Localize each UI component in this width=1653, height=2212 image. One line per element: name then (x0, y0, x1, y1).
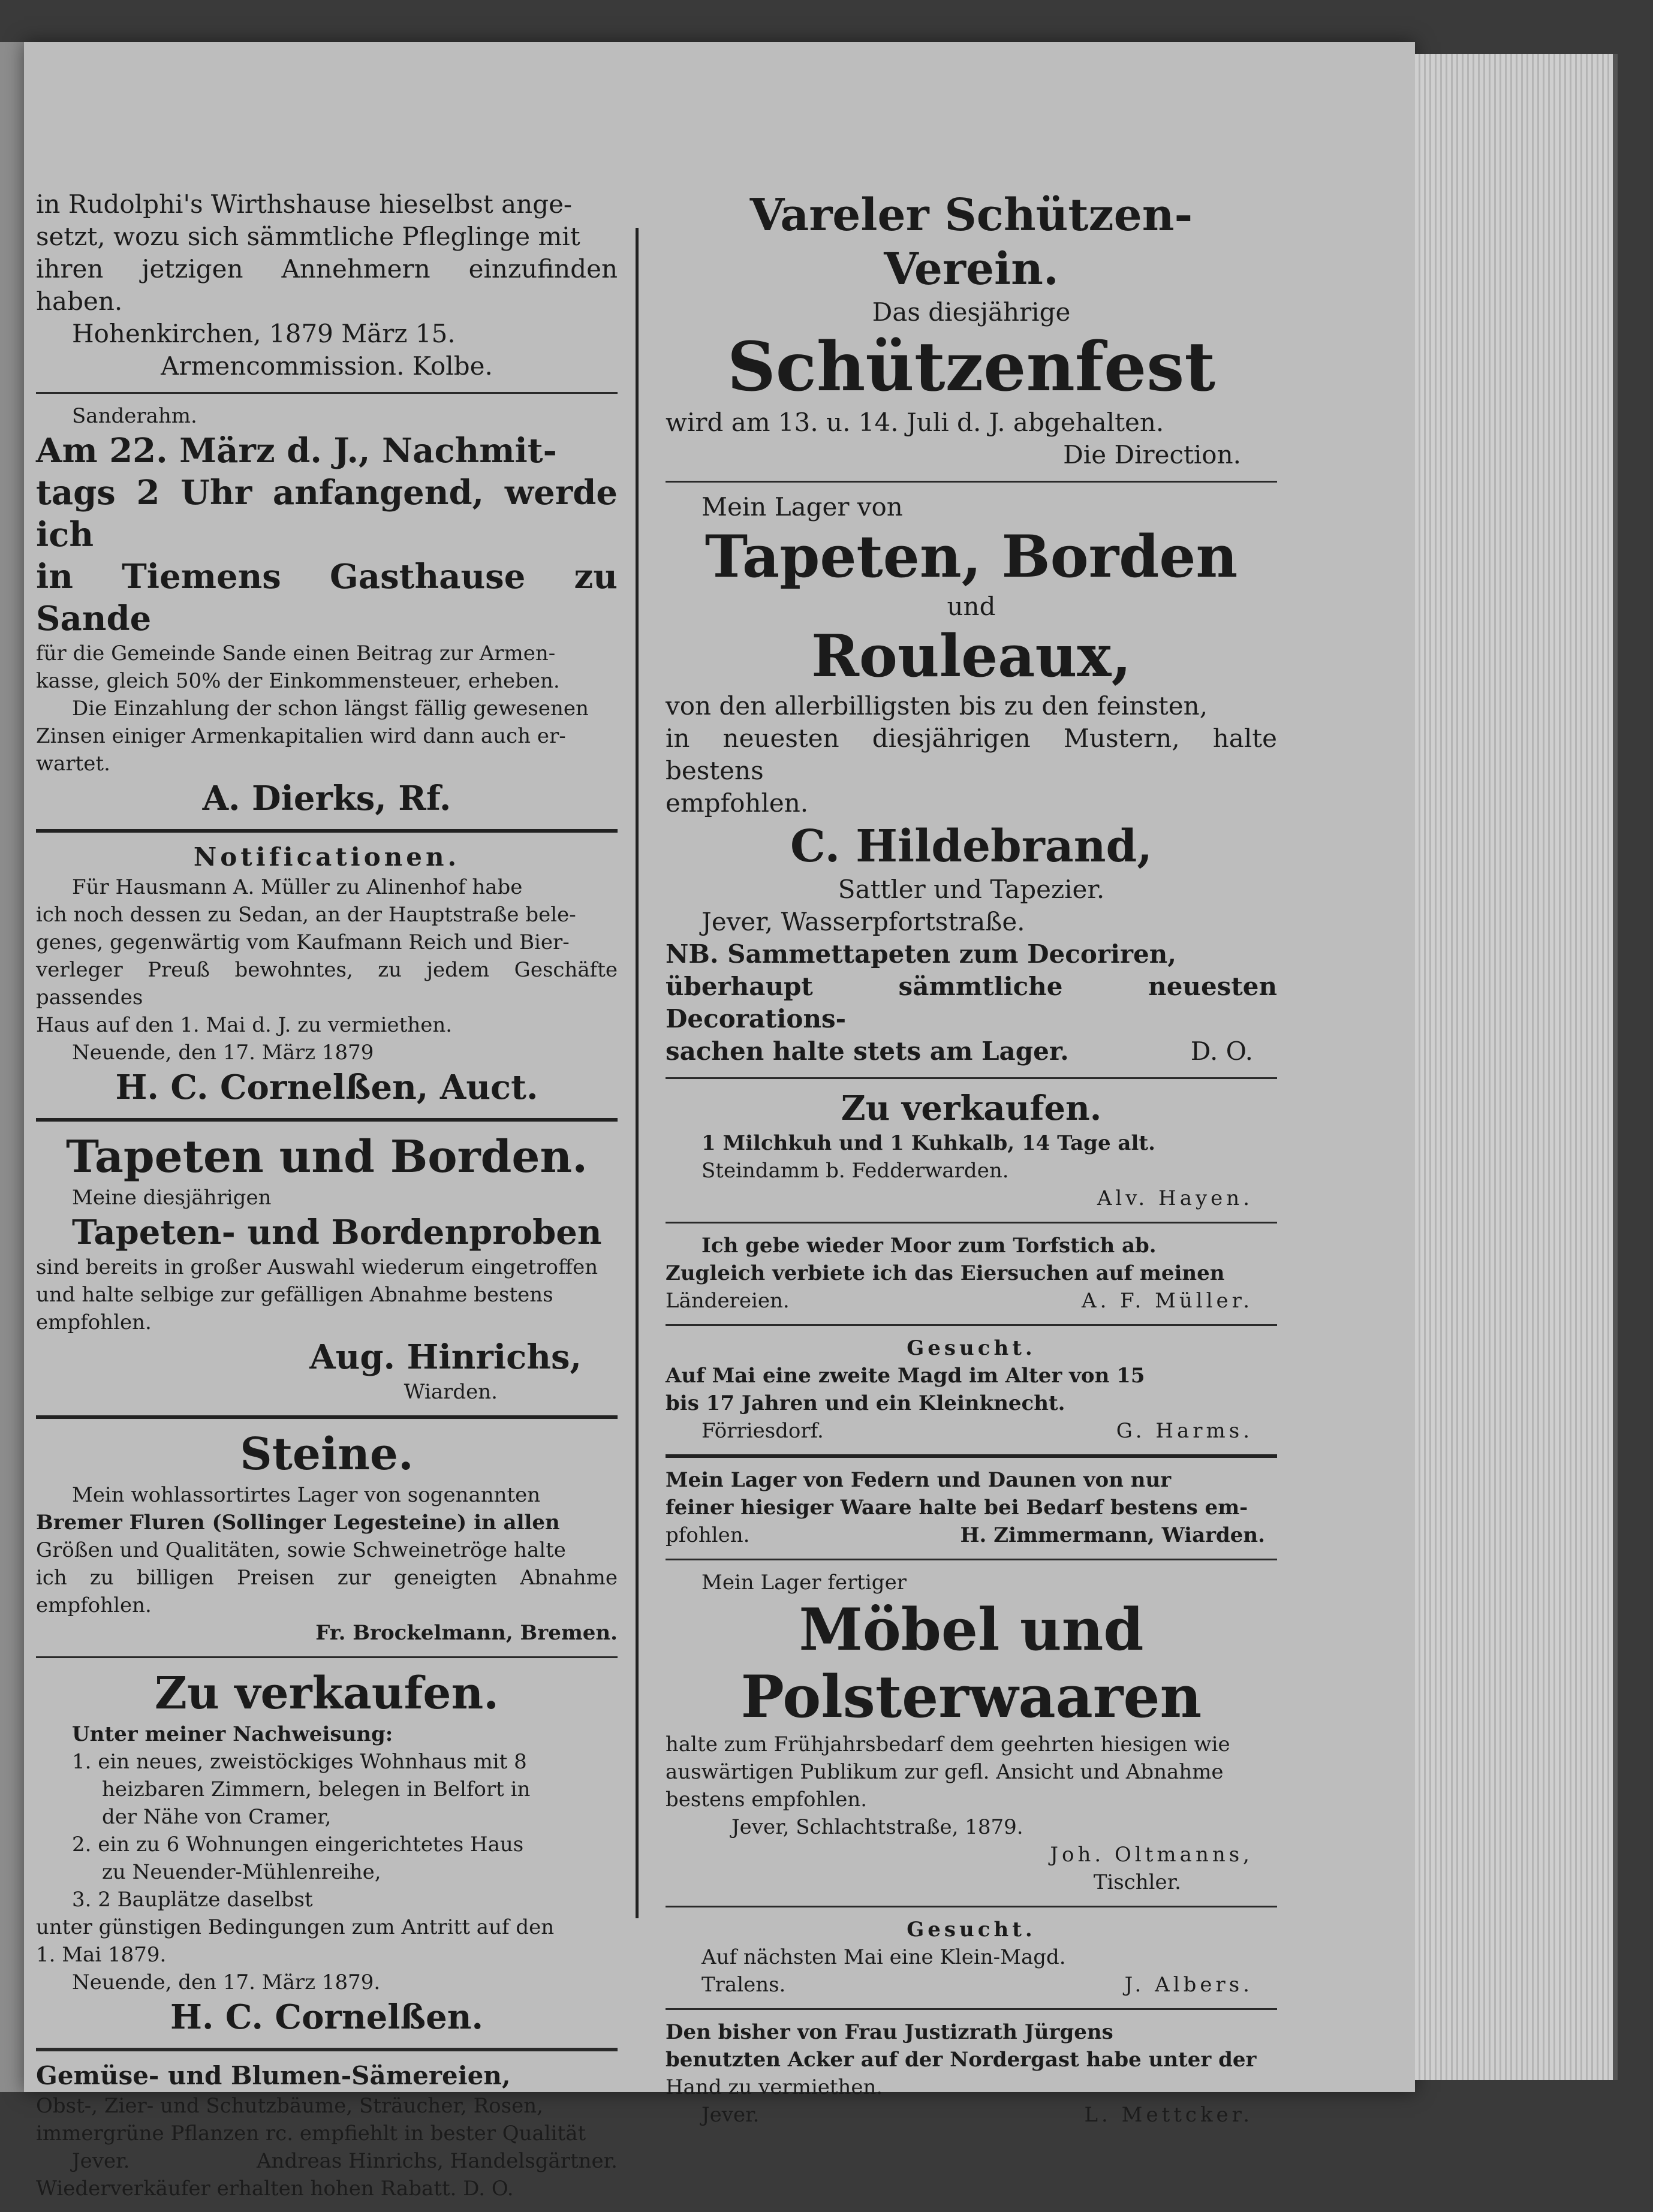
ad-pfleglinge (36, 180, 618, 394)
ad-milchkuh (666, 1079, 1277, 1223)
ad-signature: Joh. Oltmanns, (1050, 1843, 1253, 1867)
ad-intro: Das diesjährige (872, 297, 1071, 327)
ad-line: Obst-, Zier- und Schutzbäume, Sträucher, Rosen, (36, 2094, 543, 2118)
ad-line: Den bisher von Frau Justizrath Jürgens (666, 2020, 1113, 2044)
column-divider (636, 228, 639, 1918)
ad-name: C. Hildebrand, (790, 821, 1153, 872)
ad-item: 3. 2 Bauplätze daselbst (72, 1888, 313, 1912)
ad-line: in Rudolphi's Wirthshause hieselbst ange- (36, 189, 573, 219)
ad-place: Förriesdorf. (701, 1419, 824, 1443)
ad-intro: Mein Lager von (701, 492, 903, 522)
ad-line: kasse, gleich 50% der Einkommensteuer, erheben. (36, 669, 560, 693)
ad-line: Zinsen einiger Armenkapitalien wird dann auch er- (36, 724, 566, 748)
ad-line: sind bereits in großer Auswahl wiederum eingetroffen (36, 1255, 598, 1279)
ad-signature: H. C. Cornelßen, Auct. (115, 1068, 538, 1107)
ad-line: von den allerbilligsten bis zu den feinsten, (666, 691, 1208, 721)
ad-line: Bremer Fluren (Sollinger Legesteine) in allen (36, 1511, 560, 1535)
ad-signature: D. O. (1190, 1036, 1253, 1066)
ad-moor (666, 1223, 1277, 1326)
left-column (36, 180, 618, 2212)
ad-line: Zugleich verbiete ich das Eiersuchen auf meinen (666, 1261, 1225, 1285)
ad-place: Sanderahm. (72, 404, 197, 428)
ad-line: 1 Milchkuh und 1 Kuhkalb, 14 Tage alt. (701, 1131, 1155, 1155)
ad-nb: überhaupt sämmtliche neuesten Decorations- (666, 972, 1277, 1033)
ad-hildebrand (666, 483, 1277, 1079)
ad-title: Gesucht. (907, 1336, 1036, 1360)
ad-line: ich noch dessen zu Sedan, an der Hauptstraße bele- (36, 903, 576, 927)
ad-title: Gemüse- und Blumen-Sämereien, (36, 2061, 511, 2090)
ad-line: Mein Lager von Federn und Daunen von nur (666, 1468, 1172, 1492)
ad-gesucht-magd (666, 1326, 1277, 1458)
ad-subtitle: Tapeten- und Bordenproben (72, 1213, 602, 1252)
ad-armenkasse (36, 394, 618, 833)
ad-title: Zu verkaufen. (841, 1089, 1102, 1128)
ad-line: bis 17 Jahren und ein Kleinknecht. (666, 1391, 1065, 1415)
ad-moebel (666, 1560, 1277, 1907)
right-column (666, 180, 1277, 2138)
ad-line: pfohlen. (666, 1523, 750, 1547)
ad-line: feiner hiesiger Waare halte bei Bedarf bestens em- (666, 1496, 1248, 1520)
ad-item: 2. ein zu 6 Wohnungen eingerichtetes Haus (72, 1833, 524, 1857)
ad-line: setzt, wozu sich sämmtliche Pfleglinge mit (36, 222, 580, 251)
ad-note: Wiederverkäufer erhalten hohen Rabatt. D. O. (36, 2177, 514, 2201)
ad-signature: H. C. Cornelßen. (170, 1997, 483, 2037)
ad-date: Neuende, den 17. März 1879. (72, 1970, 381, 1994)
ad-signature: Alv. Hayen. (1097, 1186, 1253, 1210)
ad-steine (36, 1419, 618, 1658)
ad-line: verleger Preuß bewohntes, zu jedem Geschäfte passendes (36, 958, 618, 1009)
ad-schuetzenverein (666, 180, 1277, 483)
ad-line: benutzten Acker auf der Nordergast habe unter der (666, 2048, 1257, 2072)
ad-line: für die Gemeinde Sande einen Beitrag zur Armen- (36, 641, 556, 665)
ad-line: ihren jetzigen Annehmern einzufinden haben. (36, 254, 618, 316)
ad-title: Steine. (240, 1429, 414, 1480)
ad-line: Mein wohlassortirtes Lager von sogenannten (72, 1483, 541, 1507)
ad-signature: A. F. Müller. (1082, 1289, 1253, 1313)
ad-title: Rouleaux, (811, 622, 1131, 690)
ad-title: Tapeten, Borden (704, 523, 1238, 590)
ad-address: Jever, Wasserpfortstraße. (701, 907, 1025, 936)
ad-intro: Meine diesjährigen (72, 1186, 272, 1210)
ad-signature: Andreas Hinrichs, Handelsgärtner. (257, 2149, 618, 2173)
ad-saemereien (36, 2050, 618, 2212)
ad-profession: Sattler und Tapezier. (838, 875, 1105, 904)
ad-line: Auf nächsten Mai eine Klein-Magd. (701, 1945, 1066, 1969)
ad-line: unter günstigen Bedingungen zum Antritt auf den (36, 1915, 555, 1939)
ad-title: Möbel und (799, 1596, 1144, 1663)
ad-place: Steindamm b. Fedderwarden. (701, 1159, 1009, 1183)
ad-place: Jever. (72, 2149, 130, 2173)
ad-line: ich zu billigen Preisen zur geneigten Abnahme empfohlen. (36, 1566, 618, 1617)
ad-line: Haus auf den 1. Mai d. J. zu vermiethen. (36, 1013, 453, 1037)
ad-line: immergrüne Pflanzen rc. empfiehlt in bester Qualität (36, 2121, 586, 2145)
ad-tapeten-hinrichs (36, 1122, 618, 1419)
ad-item: der Nähe von Cramer, (102, 1805, 332, 1829)
ad-place: Jever. (701, 2103, 760, 2127)
ad-signature: J. Albers. (1124, 1973, 1253, 1997)
ad-line: empfohlen. (666, 788, 809, 818)
ad-place: Tralens. (701, 1973, 786, 1997)
ad-line: Hand zu vermiethen. (666, 2075, 883, 2099)
ad-title: Gesucht. (907, 1918, 1036, 1942)
ad-line: auswärtigen Publikum zur gefl. Ansicht und Abnahme (666, 1760, 1224, 1784)
ad-line: wird am 13. u. 14. Juli d. J. abgehalten. (666, 408, 1164, 437)
ad-line: Die Einzahlung der schon längst fällig gewesenen (72, 697, 589, 721)
ad-line: Ländereien. (666, 1289, 790, 1313)
ad-line: Ich gebe wieder Moor zum Torfstich ab. (701, 1234, 1157, 1258)
ad-date: Jever, Schlachtstraße, 1879. (731, 1815, 1023, 1839)
ad-intro: Unter meiner Nachweisung: (72, 1722, 393, 1746)
ad-signature: Die Direction. (1063, 440, 1241, 469)
ad-nb: NB. Sammettapeten zum Decoriren, (666, 939, 1176, 969)
ad-bold-line: in Tiemens Gasthause zu Sande (36, 557, 618, 638)
ad-bold-line: Am 22. März d. J., Nachmit- (36, 431, 557, 471)
ad-nb: sachen halte stets am Lager. (666, 1036, 1069, 1066)
ad-signature: H. Zimmermann, Wiarden. (960, 1523, 1265, 1547)
ad-signature: L. Mettcker. (1084, 2103, 1253, 2127)
ad-title: Vareler Schützen-Verein. (749, 189, 1193, 295)
ad-signature: Aug. Hinrichs, (309, 1337, 582, 1377)
ad-und: und (947, 592, 996, 621)
ad-line: in neuesten diesjährigen Mustern, halte bestens (666, 724, 1277, 785)
ad-bold-line: tags 2 Uhr anfangend, werde ich (36, 473, 618, 554)
ad-line: und halte selbige zur gefälligen Abnahme bestens (36, 1283, 553, 1307)
ad-acker (666, 2010, 1277, 2138)
ad-date: Hohenkirchen, 1879 März 15. (72, 319, 456, 348)
ad-title: Zu verkaufen. (154, 1668, 499, 1719)
ad-signature: G. Harms. (1116, 1419, 1253, 1443)
ad-line: bestens empfohlen. (666, 1788, 868, 1812)
ad-title: Tapeten und Borden. (66, 1131, 588, 1183)
ad-place: Wiarden. (404, 1380, 498, 1404)
ad-federn (666, 1458, 1277, 1560)
ad-line: halte zum Frühjahrsbedarf dem geehrten hiesigen wie (666, 1732, 1230, 1756)
ad-big-title: Schützenfest (727, 328, 1216, 406)
ad-line: 1. Mai 1879. (36, 1943, 167, 1967)
ad-item: zu Neuender-Mühlenreihe, (102, 1860, 381, 1884)
ad-title: Polsterwaaren (740, 1663, 1202, 1731)
ad-gesucht-kleinmagd (666, 1907, 1277, 2010)
ad-line: Auf Mai eine zweite Magd im Alter von 15 (666, 1364, 1145, 1388)
ad-line: wartet. (36, 752, 110, 776)
ad-signature: A. Dierks, Rf. (202, 779, 451, 818)
ad-line: Größen und Qualitäten, sowie Schweinetröge halte (36, 1538, 566, 1562)
ad-line: Für Hausmann A. Müller zu Alinenhof habe (72, 875, 523, 899)
ad-item: heizbaren Zimmern, belegen in Belfort in (102, 1777, 531, 1801)
ad-profession: Tischler. (1093, 1870, 1181, 1894)
ad-signature: Fr. Brockelmann, Bremen. (315, 1621, 618, 1645)
ad-zu-verkaufen-haus (36, 1658, 618, 2050)
book-fore-edge (1415, 54, 1618, 2080)
ad-item: 1. ein neues, zweistöckiges Wohnhaus mit 8 (72, 1750, 527, 1774)
left-page-edge (0, 42, 24, 2092)
ad-intro: Mein Lager fertiger (701, 1571, 907, 1595)
ad-title: Notificationen. (193, 842, 460, 872)
ad-line: genes, gegenwärtig vom Kaufmann Reich und Bier- (36, 930, 570, 954)
ad-line: empfohlen. (36, 1310, 152, 1334)
ad-date: Neuende, den 17. März 1879 (72, 1041, 374, 1065)
ad-notificationen (36, 833, 618, 1122)
ad-signature: Armencommission. Kolbe. (161, 351, 493, 381)
